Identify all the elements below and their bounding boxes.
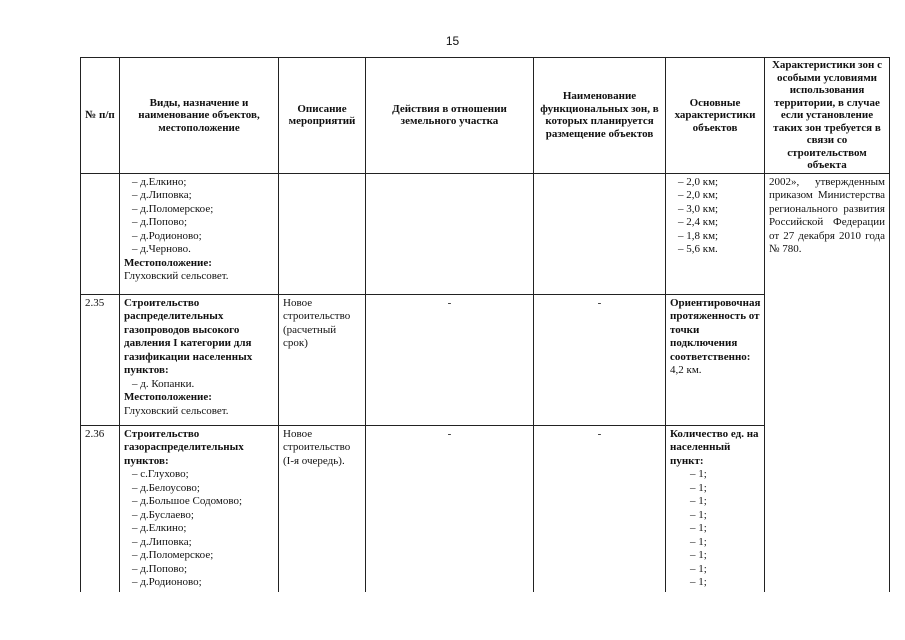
table-row (81, 173, 890, 294)
list-item: – д.Липовка; (124, 189, 274, 203)
row1-zones (534, 173, 666, 294)
row1-num (81, 173, 120, 294)
row3-num: 2.36 (81, 425, 120, 592)
row1-objects (120, 173, 279, 294)
row3-description: Новое строительство (I-я очередь). (279, 425, 366, 592)
distance-item: – 1,8 км; (670, 230, 760, 244)
row3-objects (120, 425, 279, 592)
row2-zones: - (534, 294, 666, 425)
location-label: Местоположение: (124, 256, 212, 269)
list-item: – д.Елкино; (124, 522, 274, 536)
distance-item: – 5,6 км. (670, 243, 760, 257)
count-item: – 1; (670, 482, 760, 496)
count-item: – 1; (670, 468, 760, 482)
count-item: – 1; (670, 536, 760, 550)
count-item: – 1; (670, 522, 760, 536)
special-zones-cell (765, 173, 890, 592)
row2-characteristics (666, 294, 765, 425)
count-item: – 1; (670, 576, 760, 590)
list-item: – д.Липовка; (124, 536, 274, 550)
row1-actions (366, 173, 534, 294)
header-zones: Наименование функциональных зон, в которых планируется размещение объектов (534, 58, 666, 174)
count-item: – 1; (670, 563, 760, 577)
list-item: – д.Родионово; (124, 576, 274, 590)
list-item: – д.Поломерское; (124, 549, 274, 563)
location-value: Глуховский сельсовет. (124, 270, 229, 282)
list-item: – с.Глухово; (124, 468, 274, 482)
object-title: Строительство распределительных газопроводов высокого давления I категории для газификации населенных пунктов: (124, 296, 253, 376)
location-value: Глуховский сельсовет. (124, 404, 229, 417)
header-description: Описание мероприятий (279, 58, 366, 174)
characteristics-value: 4,2 км. (670, 364, 702, 376)
object-title: Строительство газораспределительных пунктов: (124, 427, 244, 467)
count-item: – 1; (670, 495, 760, 509)
row3-actions: - (366, 425, 534, 592)
list-item: – д.Белоусово; (124, 482, 274, 496)
objects-table (80, 57, 890, 592)
header-characteristics: Основные характеристики объектов (666, 58, 765, 174)
list-item: – д.Попово; (124, 563, 274, 577)
characteristics-label: Ориентировочная протяженность от точки подключения соответственно: (670, 296, 761, 363)
row1-description (279, 173, 366, 294)
count-item: – 1; (670, 509, 760, 523)
location-label: Местоположение: (124, 391, 212, 403)
distance-item: – 3,0 км; (670, 203, 760, 217)
distance-item: – 2,0 км; (670, 189, 760, 203)
header-actions: Действия в отношении земельного участка (366, 58, 534, 174)
characteristics-label: Количество ед. на населенный пункт: (670, 427, 759, 467)
list-item: – д. Копанки. (124, 378, 274, 392)
row2-description: Новое строительство (расчетный срок) (279, 294, 366, 425)
list-item: – д.Большое Содомово; (124, 495, 274, 509)
distance-item: – 2,0 км; (670, 176, 760, 190)
row2-objects (120, 294, 279, 425)
header-special-zones: Характеристики зон с особыми условиями использования территории, в случае если установление таких зон требуется в связи со строительством объекта (765, 58, 890, 174)
row2-num: 2.35 (81, 294, 120, 425)
special-zones-text: 2002», утвержденным приказом Министерства регионального развития Российской Федерации от 27 декабря 2010 года № 780. (769, 175, 885, 255)
list-item: – д.Поломерское; (124, 203, 274, 217)
count-item: – 1; (670, 549, 760, 563)
table-header-row (81, 58, 890, 174)
list-item: – д.Елкино; (124, 176, 274, 190)
list-item: – д.Черново. (124, 243, 274, 257)
list-item: – д.Буслаево; (124, 509, 274, 523)
distance-item: – 2,4 км; (670, 216, 760, 230)
list-item: – д.Родионово; (124, 230, 274, 244)
page-number: 15 (445, 34, 460, 48)
list-item: – д.Попово; (124, 216, 274, 230)
row1-characteristics (666, 173, 765, 294)
row3-zones: - (534, 425, 666, 592)
row3-characteristics (666, 425, 765, 592)
header-num: № п/п (81, 58, 120, 174)
header-type: Виды, назначение и наименование объектов, местоположение (120, 58, 279, 174)
row2-actions: - (366, 294, 534, 425)
